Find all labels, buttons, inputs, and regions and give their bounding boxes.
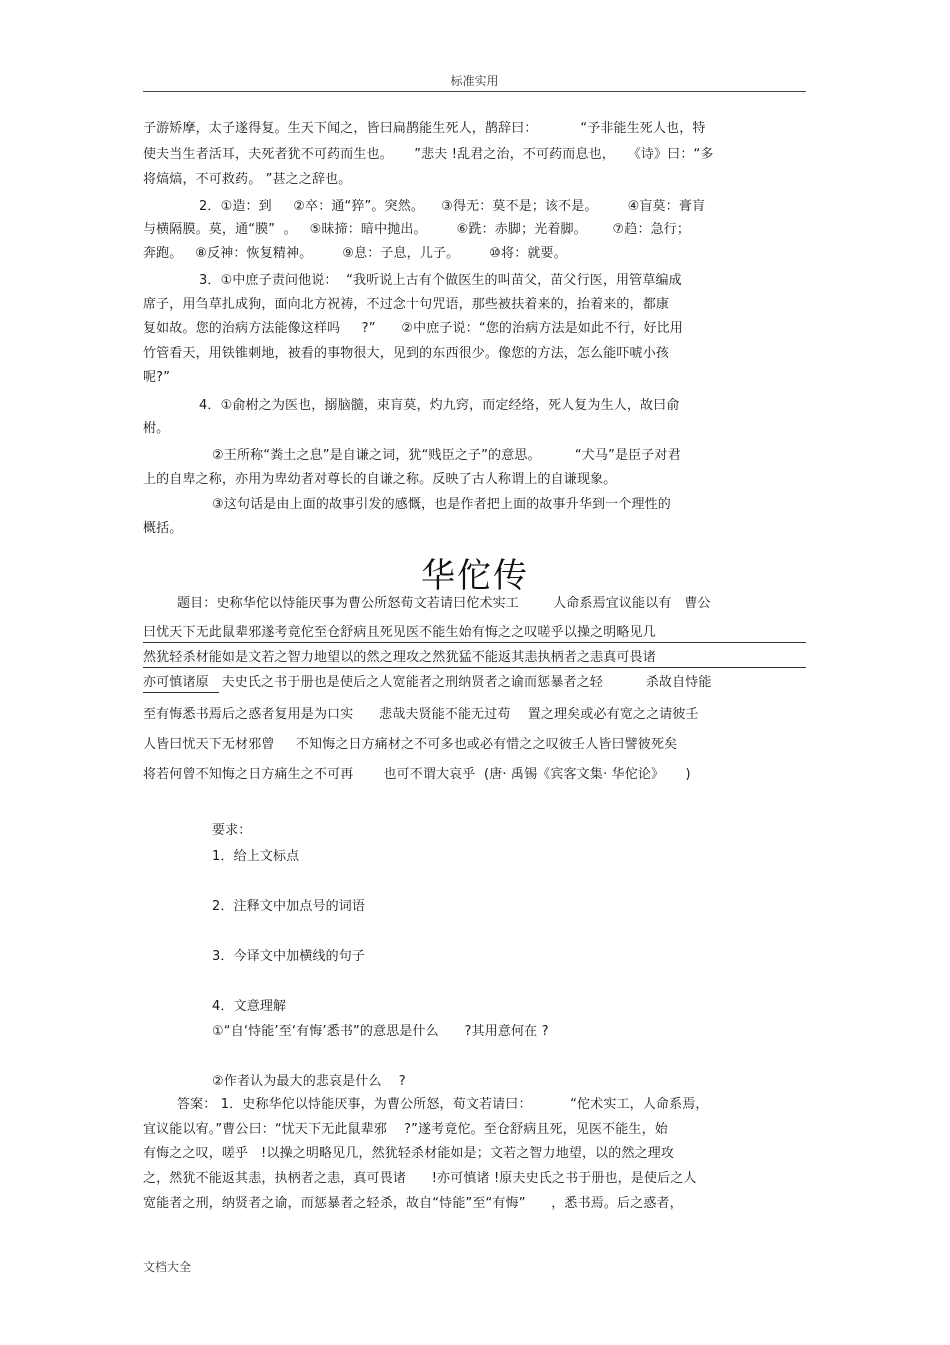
answer-item-4c-line: ③这句话是由上面的故事引发的感慨，也是作者把上面的故事升华到一个理性的 <box>212 497 671 512</box>
answer-item-3-line: 3．①中庶子责问他说： “我听说上古有个做医生的叫苗父，苗父行医，用管草编成 <box>199 273 682 288</box>
passage-line: 至有悔悉书焉后之惑者复用是为口实 悲哉夫贤能不能无过苟 置之理矣或必有宽之之请彼壬 <box>143 707 699 722</box>
requirement-item: 1．给上文标点 <box>212 849 300 864</box>
passage-line: 题目：史称华佗以恃能厌事为曹公所怒荀文若请曰佗术实工 人命系焉宜议能以有 曹公 <box>177 596 711 611</box>
page-footer: 文档大全 <box>143 1260 192 1274</box>
answer-item-3-line: 复如故。您的治病方法能像这样吗 ?” ②中庶子说：“您的治病方法是如此不行，好比用 <box>143 321 683 336</box>
requirement-item: 3．今译文中加横线的句子 <box>212 949 366 964</box>
question-item: ①“自‘恃能’至‘有悔’悉书”的意思是什么 ?其用意何在 ? <box>212 1024 549 1039</box>
page-header: 标准实用 <box>450 74 499 88</box>
answer-line: 答案： 1．史称华佗以恃能厌事，为曹公所怒，荀文若请曰： “佗术实工，人命系焉， <box>177 1097 709 1112</box>
answer-item-3-line: 呢?” <box>143 370 171 385</box>
requirement-item: 4．文意理解 <box>212 999 287 1014</box>
answer-item-2-line: 奔跑。 ⑧反神：恢复精神。 ⑨息：子息，儿子。 ⑩将：就要。 <box>143 246 567 261</box>
requirement-item: 2．注释文中加点号的词语 <box>212 899 366 914</box>
answer-item-4c-line: 概括。 <box>143 521 183 536</box>
answer-line: 宽能者之刑，纳贤者之谕，而惩暴者之轻杀，故自“恃能”至“有悔” ，悉书焉。后之惑者， <box>143 1196 683 1211</box>
answer-line: 之，然犹不能返其恚，执柄者之恚，真可畏诸 !亦可慎诸 !原夫史氏之书于册也，是使后之人 <box>143 1171 697 1186</box>
answer-line: 有悔之之叹，嗟乎 !以操之明略见几，然犹轻杀材能如是；文若之智力地望，以的然之理攻 <box>143 1146 675 1161</box>
answer-item-4-line: 柎。 <box>143 421 170 436</box>
passage-line: 曰忧天下无此鼠辈邪遂考竟佗至仓舒病且死见医不能生始有悔之之叹嗟乎以操之明略见几 <box>143 625 656 640</box>
answer-line: 宜议能以宥。”曹公曰：“忧天下无此鼠辈邪 ?”遂考竟佗。至仓舒病且死，见医不能生，始 <box>143 1122 668 1137</box>
underline <box>143 642 806 643</box>
answer-item-3-line: 竹管看天，用铁锥刺地，被看的事物很大，见到的东西很少。像您的方法，怎么能吓唬小孩 <box>143 346 670 361</box>
intro-line: 子游矫摩，太子遂得复。生天下闻之，皆曰扁鹊能生死人，鹊辞曰： “予非能生死人也，特 <box>143 121 706 136</box>
underline <box>143 692 219 693</box>
answer-item-2-line: 与横隔膜。莫，通“膜” 。 ⑤昧揥：暗中抛出。 ⑥跣：赤脚；光着脚。 ⑦趋：急行； <box>143 222 691 237</box>
section-title: 华佗传 <box>421 556 529 596</box>
passage-line: 将若何曾不知悔之日方痛生之不可再 也可不谓大哀乎 (唐· 禹锡《宾客文集· 华佗论》 ) <box>143 767 691 782</box>
answer-item-3-line: 席子，用刍草扎成狗，面向北方祝祷，不过念十句咒语，那些被扶着来的，抬着来的，都康 <box>143 297 670 312</box>
answer-item-4-line: 4．①俞柎之为医也，搦脑髓，束肓莫，灼九窍，而定经络，死人复为生人，故曰俞 <box>199 398 680 413</box>
header-rule <box>143 91 806 92</box>
intro-line: 使夫当生者活耳，夫死者犹不可药而生也。 ”悲夫 !乱君之治，不可药而息也， 《诗》曰：“多 <box>143 147 714 162</box>
passage-line: 亦可慎诸原 夫史氏之书于册也是使后之人宽能者之刑纳贤者之谕而惩暴者之轻 杀故自恃能 <box>143 675 712 690</box>
passage-line: 人皆曰忧天下无材邪曾 不知悔之日方痛材之不可多也或必有惜之之叹彼壬人皆曰譬彼死矣 <box>143 737 678 752</box>
question-item: ②作者认为最大的悲哀是什么 ? <box>212 1074 406 1089</box>
answer-item-4b-line: ②王所称“粪土之息”是自谦之词，犹“贱臣之子”的意思。 “犬马”是臣子对君 <box>212 448 681 463</box>
requirements-label: 要求： <box>212 823 252 838</box>
answer-item-2-line: 2．①造：到 ②卒：通“猝”。突然。 ③得无：莫不是；该不是。 ④盲莫：膏肓 <box>199 199 706 214</box>
passage-line: 然犹轻杀材能如是文若之智力地望以的然之理攻之然犹猛不能返其恚执柄者之恚真可畏诸 <box>143 650 656 665</box>
intro-line: 将熇熇，不可救药。 ”甚之之辞也。 <box>143 172 352 187</box>
answer-item-4b-line: 上的自卑之称，亦用为卑幼者对尊长的自谦之称。反映了古人称谓上的自谦现象。 <box>143 472 617 487</box>
underline <box>143 667 806 668</box>
